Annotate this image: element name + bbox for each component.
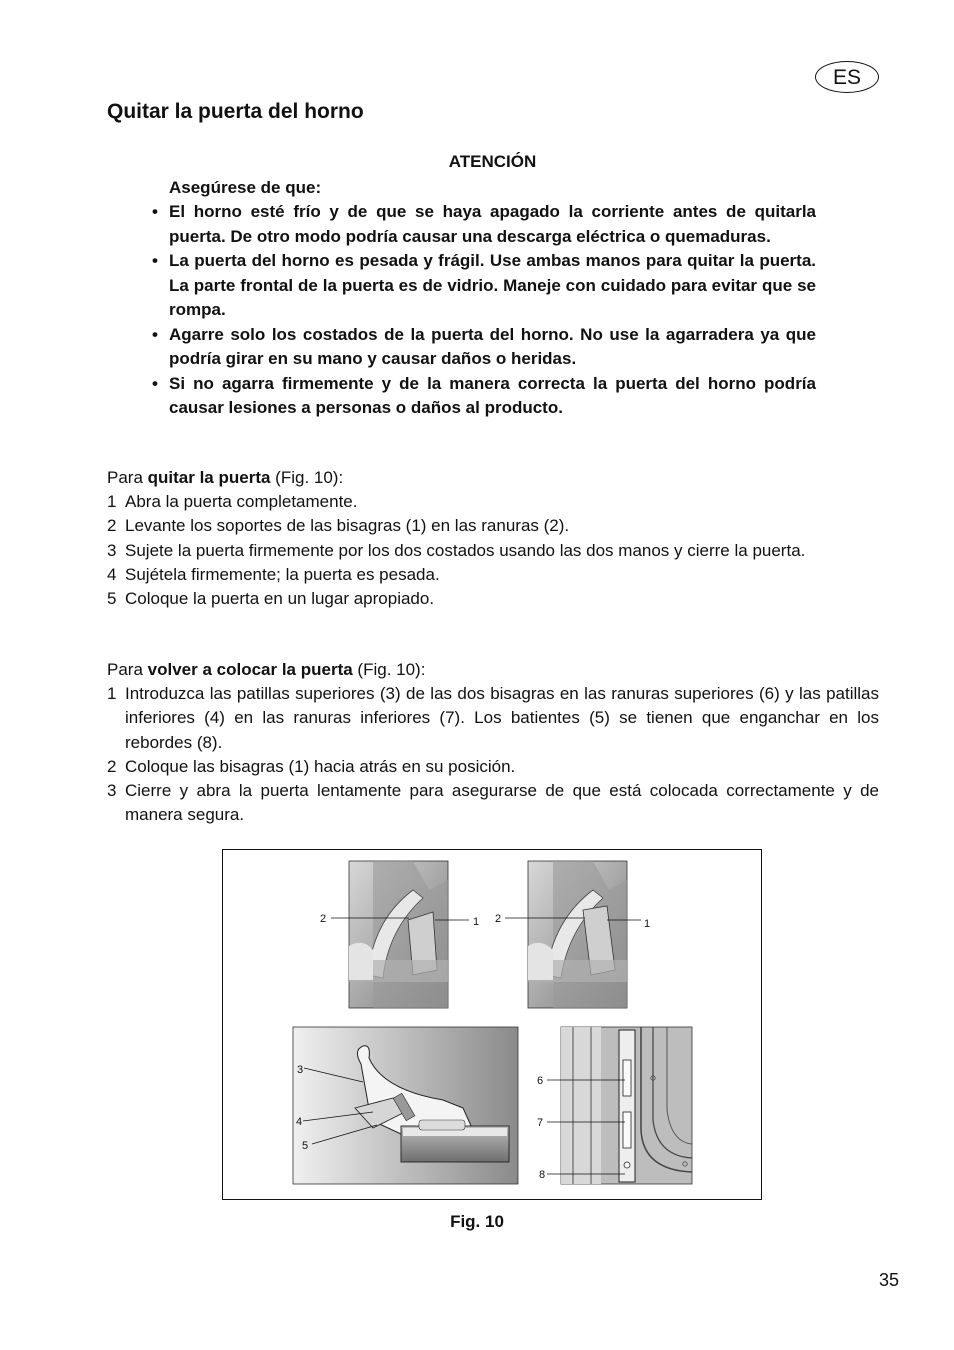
warning-bullet-text: La puerta del horno es pesada y frágil. Use ambas manos para quitar la puerta. La parte frontal de la puerta es de vidrio. Maneje con cuidado para evitar que se rompa. [169, 251, 816, 319]
replace-door-section [107, 658, 879, 827]
callout-label: 1 [473, 916, 480, 928]
warning-bullet-text: Si no agarra firmemente y de la manera correcta la puerta del horno podría causar lesiones a personas o daños al producto. [169, 373, 816, 417]
warning-bullet: • El horno esté frío y de que se haya apagado la corriente antes de quitarla puerta. De otro modo podría causar una descarga eléctrica o quemaduras. [152, 200, 816, 249]
warning-bullet: • Si no agarra firmemente y de la manera correcta la puerta del horno podría causar lesiones a personas o daños al producto. [152, 372, 816, 421]
list-item: 4 Sujételа firmemente; la puerta es pesada. [107, 564, 440, 584]
page-title: Quitar la puerta del horno [107, 100, 364, 123]
remove-door-section [107, 466, 879, 611]
warning-bullet: • Agarre solo los costados de la puerta del horno. No use la agarradera ya que podría girar en su mano y causar daños o heridas. [152, 323, 816, 372]
callout-label: 1 [644, 918, 651, 930]
callout-label: 5 [302, 1140, 309, 1152]
list-item: 1 Introduzca las patillas superiores (3) de las dos bisagras en las ranuras superiores (6) y las patillas inferiores (4) en las ranuras inferiores (7). Los batientes (5) se tienen que enganchar en los rebordes (8). [107, 684, 879, 752]
language-badge: ES [815, 61, 879, 93]
hinge-photo-c [293, 1027, 518, 1184]
callout-label: 8 [539, 1169, 546, 1181]
warning-box [152, 150, 816, 421]
list-item: 3 Cierre y abra la puerta lentamente para asegurarse de que está colocada correctamente y de manera segura. [107, 781, 879, 825]
hinge-photo-b [528, 861, 627, 1008]
hinge-photo-d [561, 1027, 692, 1184]
figure-10 [222, 849, 762, 1200]
warning-heading: ATENCIÓN [448, 152, 537, 171]
hinge-photo-a [349, 861, 448, 1008]
list-item: 1 Abra la puerta completamente. [107, 492, 358, 512]
remove-lead: Para quitar la puerta (Fig. 10): [107, 468, 344, 487]
list-item: 2 Coloque las bisagras (1) hacia atrás en su posición. [107, 756, 516, 776]
callout-label: 6 [537, 1075, 544, 1087]
figure-caption: Fig. 10 [450, 1212, 504, 1231]
page-number: 35 [879, 1270, 900, 1290]
hinge-illustrations [223, 850, 763, 1201]
warning-intro: Asegúrese de que: [169, 177, 322, 197]
callout-label: 2 [495, 913, 502, 925]
callout-label: 4 [296, 1116, 303, 1128]
list-item: 3 Sujete la puerta firmemente por los dos costados usando las dos manos y cierre la puerta. [107, 540, 806, 560]
replace-lead: Para volver a colocar la puerta (Fig. 10): [107, 660, 426, 679]
callout-label: 3 [297, 1064, 304, 1076]
list-item: 2 Levante los soportes de las bisagras (1) en las ranuras (2). [107, 516, 570, 536]
callout-label: 7 [537, 1117, 544, 1129]
warning-bullet-text: El horno esté frío y de que se haya apagado la corriente antes de quitarla puerta. De otro modo podría causar una descarga eléctrica o quemaduras. [169, 202, 816, 246]
warning-bullet-text: Agarre solo los costados de la puerta del horno. No use la agarradera ya que podría girar en su mano y causar daños o heridas. [169, 324, 816, 368]
callout-label: 2 [320, 913, 327, 925]
warning-bullet: • La puerta del horno es pesada y frágil. Use ambas manos para quitar la puerta. La parte frontal de la puerta es de vidrio. Maneje con cuidado para evitar que se rompa. [152, 249, 816, 323]
list-item: 5 Coloque la puerta en un lugar apropiado. [107, 589, 435, 609]
